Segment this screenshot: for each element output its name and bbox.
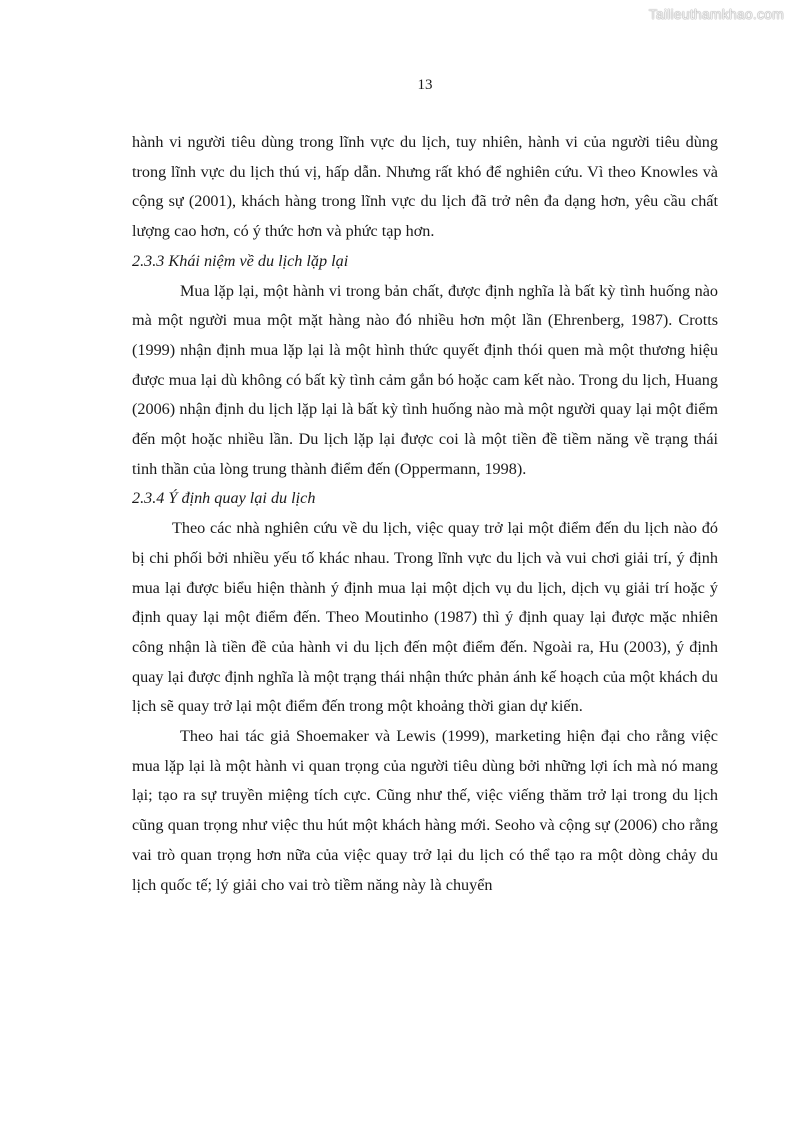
page-number: 13 [417,77,433,93]
section-heading-2-3-3: 2.3.3 Khái niệm về du lịch lặp lại [132,251,349,270]
watermark: Tailieuthamkhao.com [648,6,784,22]
paragraph-continuation: hành vi người tiêu dùng trong lĩnh vực du lịch, tuy nhiên, hành vi của người tiêu dùng trong lĩnh vực du lịch thú vị, hấp dẫn. Nhưng rất khó để nghiên cứu. Vì theo Knowles và cộng sự (2001), khách hàng trong lĩnh vực du lịch đã trở nên đa dạng hơn, yêu cầu chất lượng cao hơn, có ý thức hơn và phức tạp hơn. [132,133,718,241]
document-body [132,128,718,900]
section-heading-2-3-4: 2.3.4 Ý định quay lại du lịch [132,489,316,508]
paragraph-repeat-purchase: Mua lặp lại, một hành vi trong bản chất, được định nghĩa là bất kỳ tình huống nào mà một người mua một mặt hàng nào đó nhiều hơn một lần (Ehrenberg, 1987). Crotts (1999) nhận định mua lặp lại là một hình thức quyết định thói quen mà một thương hiệu được mua lại dù không có bất kỳ tình cảm gắn bó hoặc cam kết nào. Trong du lịch, Huang (2006) nhận định du lịch lặp lại là bất kỳ tình huống nào mà một người quay lại một điểm đến một hoặc nhiều lần. Du lịch lặp lại được coi là một tiền đề tiềm năng về trạng thái tinh thần của lòng trung thành điểm đến (Oppermann, 1998). [132,281,718,478]
paragraph-revisit-intention: Theo các nhà nghiên cứu về du lịch, việc quay trở lại một điểm đến du lịch nào đó bị chi phối bởi nhiều yếu tố khác nhau. Trong lĩnh vực du lịch và vui chơi giải trí, ý định mua lại được biểu hiện thành ý định mua lại một dịch vụ du lịch, dịch vụ giải trí hoặc ý định quay lại một điểm đến. Theo Moutinho (1987) thì ý định quay lại được mặc nhiên công nhận là tiền đề của hành vi du lịch đến một điểm đến. Ngoài ra, Hu (2003), ý định quay lại được định nghĩa là một trạng thái nhận thức phản ánh kế hoạch của một khách du lịch sẽ quay trở lại một điểm đến trong một khoảng thời gian dự kiến. [132,519,718,716]
paragraph-shoemaker-lewis: Theo hai tác giả Shoemaker và Lewis (1999), marketing hiện đại cho rằng việc mua lặp lại là một hành vi quan trọng của người tiêu dùng bởi những lợi ích mà nó mang lại; tạo ra sự truyền miệng tích cực. Cũng như thế, việc viếng thăm trở lại trong du lịch cũng quan trọng như việc thu hút một khách hàng mới. Seoho và cộng sự (2006) cho rằng vai trò quan trọng hơn nữa của việc quay trở lại du lịch có thể tạo ra một dòng chảy du lịch quốc tế; lý giải cho vai trò tiềm năng này là chuyển [132,727,718,894]
